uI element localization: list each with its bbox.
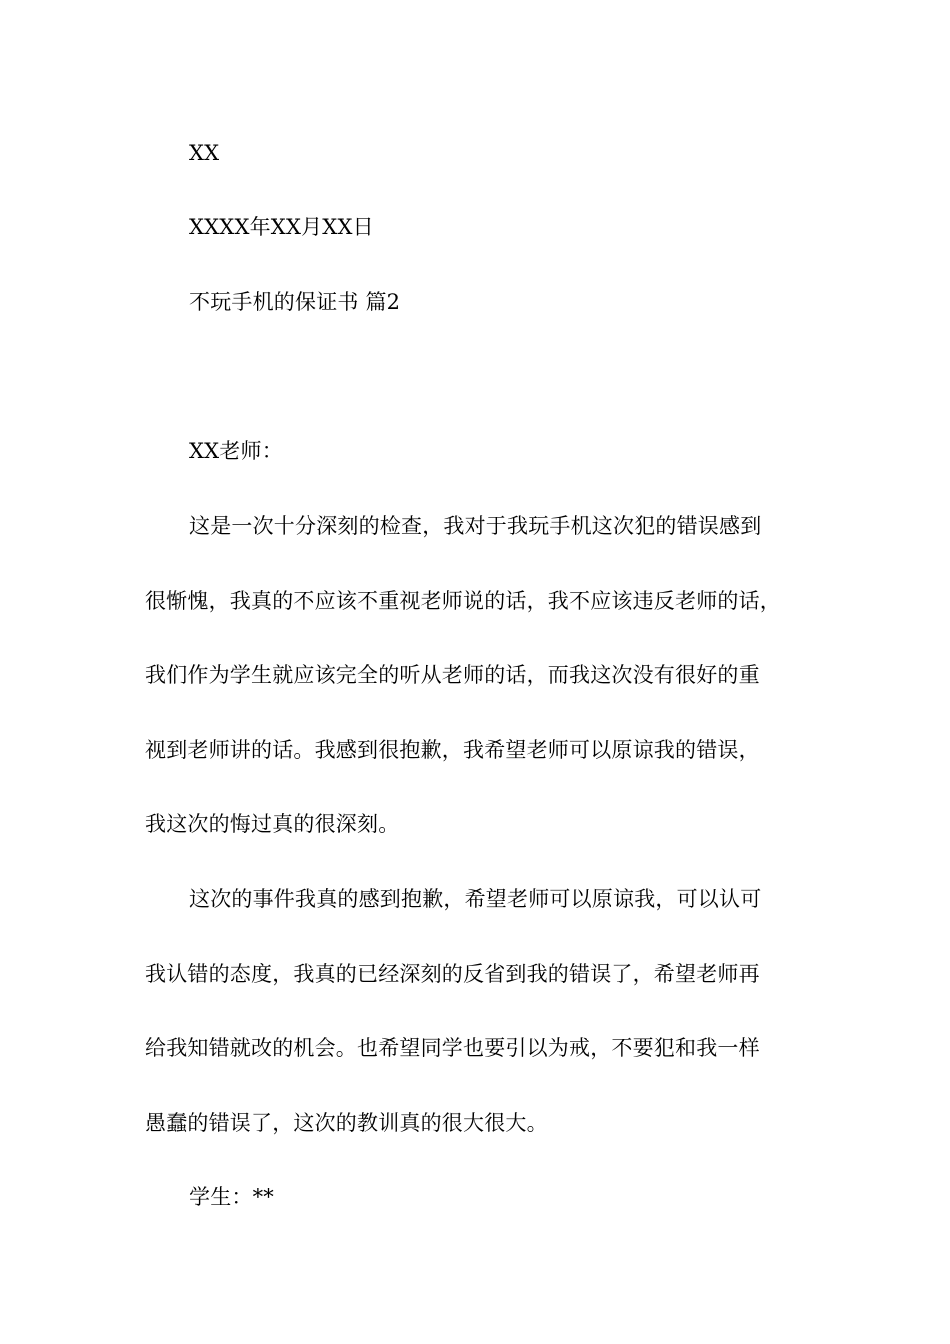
paragraph-2-line-1: 这次的事件我真的感到抱歉，希望老师可以原谅我，可以认可 — [189, 887, 762, 911]
paragraph-1-line-4: 视到老师讲的话。我感到很抱歉，我希望老师可以原谅我的错误， — [145, 738, 760, 762]
signature-name: XX — [189, 141, 220, 165]
paragraph-2-line-3: 给我知错就改的机会。也希望同学也要引以为戒，不要犯和我一样 — [145, 1036, 760, 1060]
signature-date: XXXX年XX月XX日 — [189, 215, 374, 239]
salutation: XX老师： — [189, 439, 283, 463]
paragraph-2-line-2: 我认错的态度，我真的已经深刻的反省到我的错误了，希望老师再 — [145, 962, 760, 986]
paragraph-1-line-1: 这是一次十分深刻的检查，我对于我玩手机这次犯的错误感到 — [189, 514, 762, 538]
paragraph-2-line-4: 愚蠢的错误了，这次的教训真的很大很大。 — [145, 1111, 548, 1135]
paragraph-1-line-5: 我这次的悔过真的很深刻。 — [145, 812, 400, 836]
paragraph-1-line-3: 我们作为学生就应该完全的听从老师的话，而我这次没有很好的重 — [145, 663, 760, 687]
paragraph-1-line-2: 很惭愧，我真的不应该不重视老师说的话，我不应该违反老师的话， — [145, 589, 781, 613]
section-heading: 不玩手机的保证书 篇2 — [189, 290, 401, 314]
student-signature: 学生：** — [189, 1185, 274, 1209]
